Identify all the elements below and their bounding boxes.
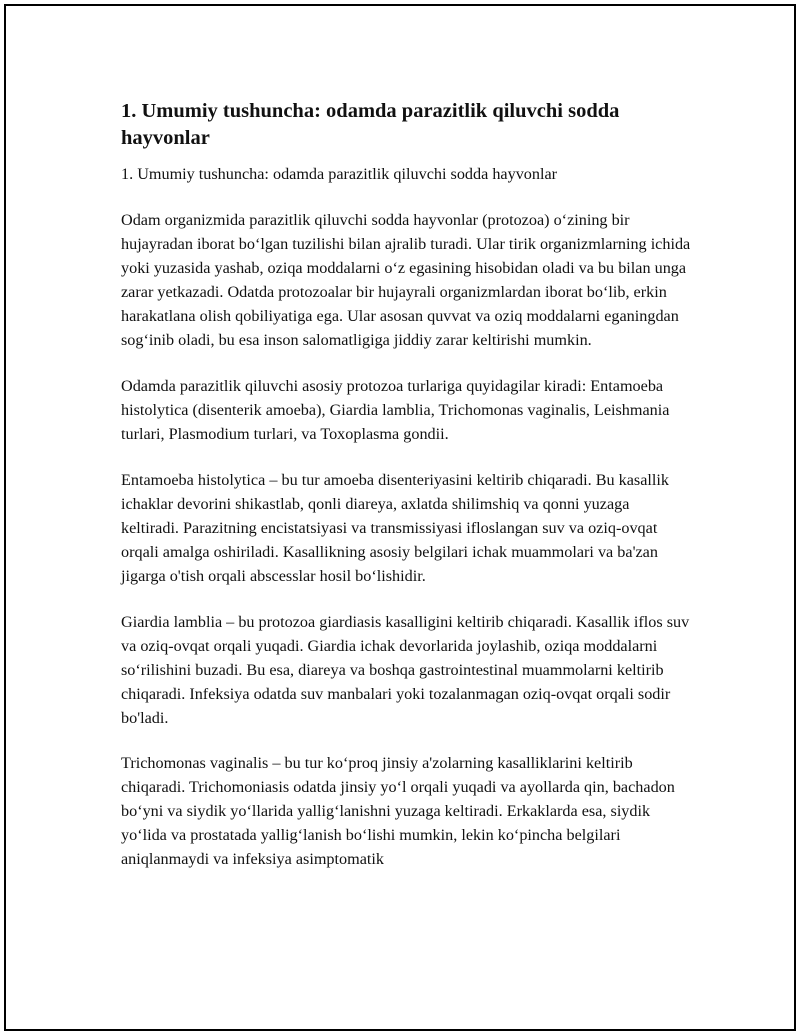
paragraph-entamoeba: Entamoeba histolytica – bu tur amoeba disenteriyasini keltirib chiqaradi. Bu kasallik ichaklar devorini shikastlab, qonli diareya, axlatda shilimshiq va qonni yuzaga keltiradi. Parazitning encistatsiyasi va transmissiyasi ifloslangan suv va oziq-ovqat orqali amalga oshiriladi. Kasallikning asosiy belgilari ichak muammolari va ba'zan jigarga o'tish orqali abscesslar hosil bo‘lishidir. [121, 471, 669, 585]
document-subheading: 1. Umumiy tushuncha: odamda parazitlik qiluvchi sodda hayvonlar [121, 165, 558, 183]
document-heading: 1. Umumiy tushuncha: odamda parazitlik qiluvchi sodda hayvonlar [121, 100, 620, 149]
paragraph-protozoa-types: Odamda parazitlik qiluvchi asosiy protozoa turlariga quyidagilar kiradi: Entamoeba histolytica (disenterik amoeba), Giardia lamblia, Trichomonas vaginalis, Leishmania turlari, Plasmodium turlari, va Toxoplasma gondii. [121, 377, 670, 443]
paragraph-giardia: Giardia lamblia – bu protozoa giardiasis kasalligini keltirib chiqaradi. Kasallik iflos suv va oziq-ovqat orqali yuqadi. Giardia ichak devorlarida joylashib, oziqa moddalarni so‘rilishini buzadi. Bu esa, diareya va boshqa gastrointestinal muammolarni keltirib chiqaradi. Infeksiya odatda suv manbalari yoki tozalanmagan oziq-ovqat orqali sodir bo'ladi. [121, 613, 690, 727]
paragraph-trichomonas: Trichomonas vaginalis – bu tur ko‘proq jinsiy a'zolarning kasalliklarini keltirib chiqaradi. Trichomoniasis odatda jinsiy yo‘l orqali yuqadi va ayollarda qin, bachadon bo‘yni va siydik yo‘llarida yallig‘lanishni yuzaga keltiradi. Erkaklarda esa, siydik yo‘lida va prostatada yallig‘lanish bo‘lishi mumkin, lekin ko‘pincha belgilari aniqlanmaydi va infeksiya asimptomatik [121, 754, 675, 868]
page-frame [4, 4, 796, 1031]
paragraph-intro: Odam organizmida parazitlik qiluvchi sodda hayvonlar (protozoa) o‘zining bir hujayradan iborat bo‘lgan tuzilishi bilan ajralib turadi. Ular tirik organizmlarning ichida yoki yuzasida yashab, oziqa moddalarni o‘z egasining hisobidan oladi va bu bilan unga zarar yetkazadi. Odatda protozoalar bir hujayrali organizmlardan iborat bo‘lib, erkin harakatlana olish qobiliyatiga ega. Ular asosan quvvat va oziq moddalarni eganingdan sog‘inib oladi, bu esa inson salomatligiga jiddiy zarar keltirishi mumkin. [121, 211, 691, 349]
document-body [121, 98, 691, 871]
